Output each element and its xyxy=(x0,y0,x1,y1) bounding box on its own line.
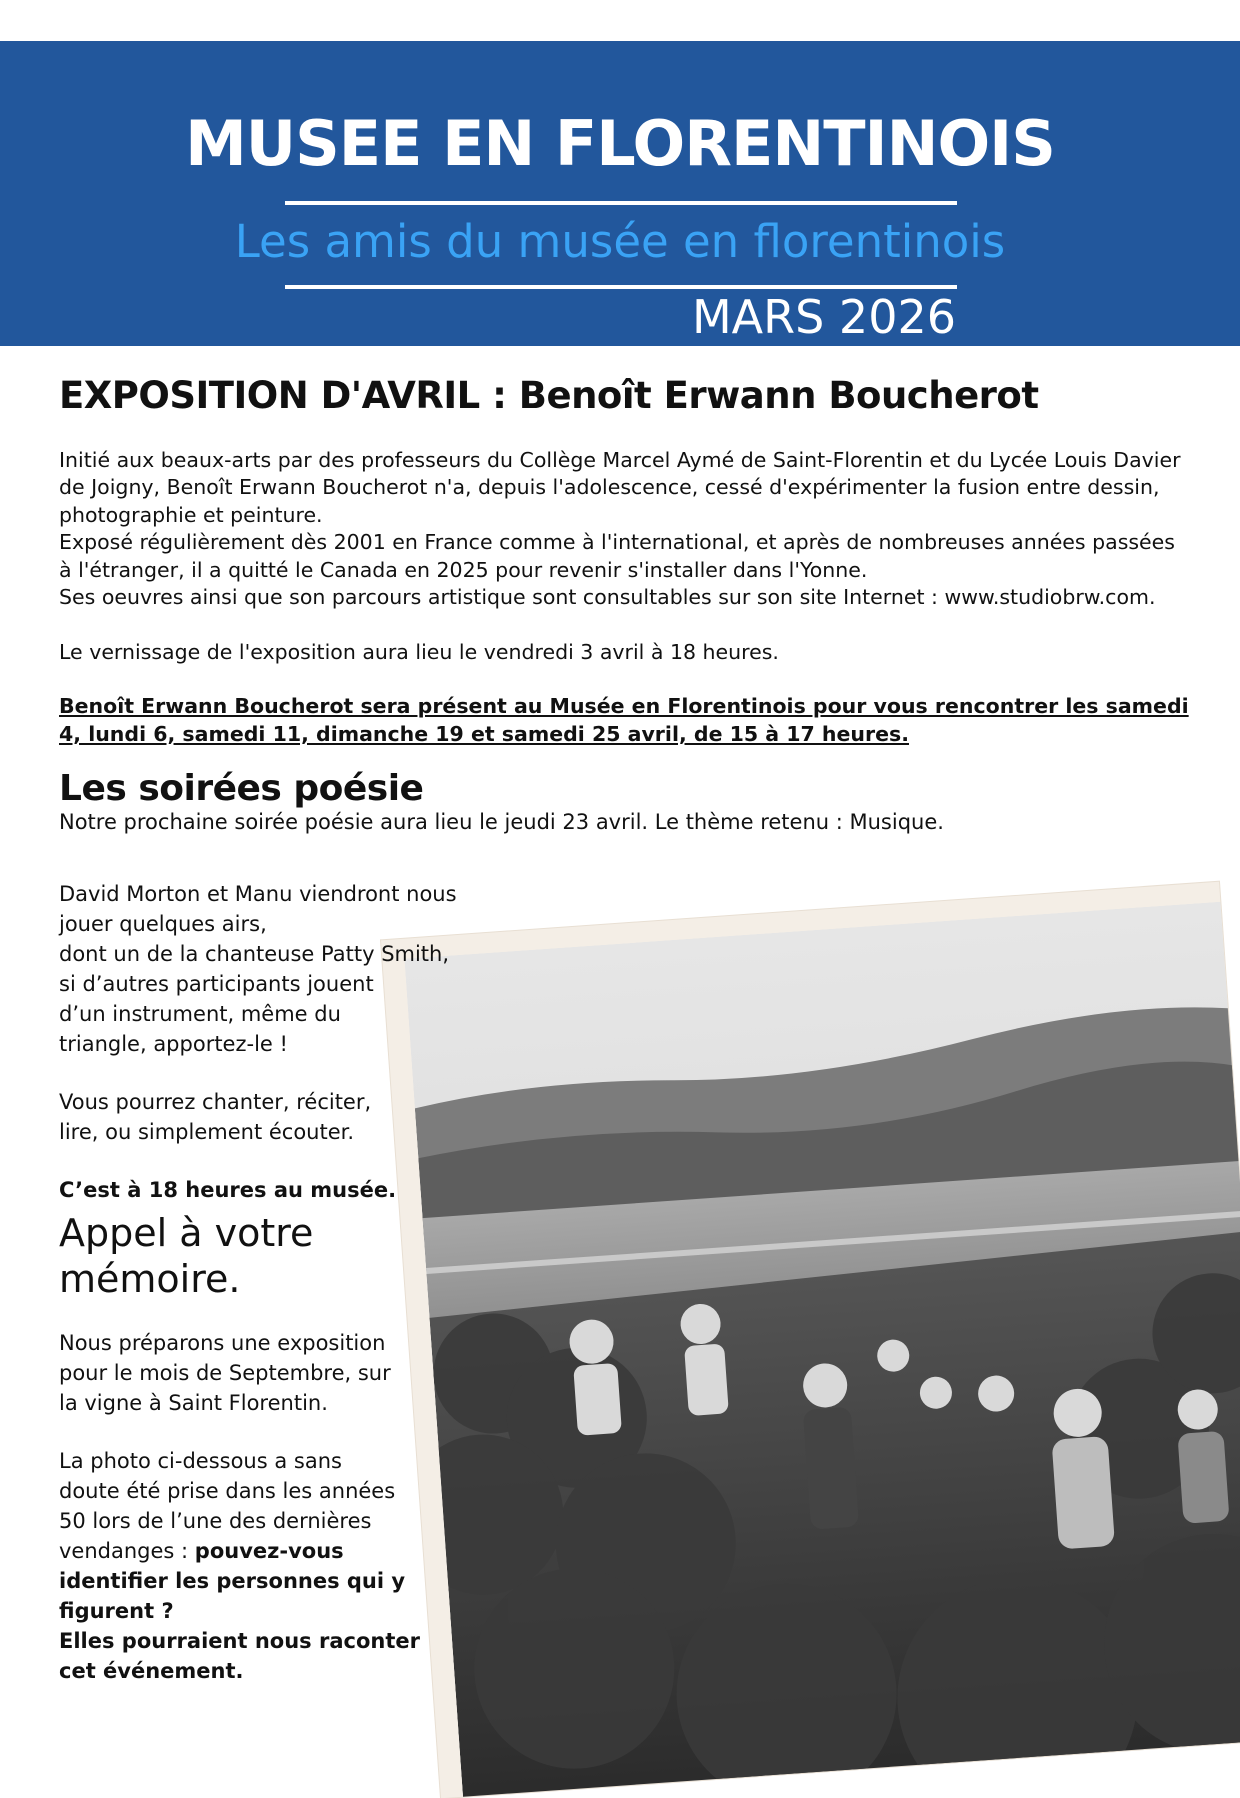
expo-heading: EXPOSITION D'AVRIL : Benoît Erwann Boucherot xyxy=(59,374,1039,417)
memory-heading-line-1: Appel à votre xyxy=(59,1211,314,1255)
memory-line xyxy=(59,1536,479,1566)
memory-line: doute été prise dans les années xyxy=(59,1479,396,1503)
poetry-line: David Morton et Manu viendront nous jouer quelques airs, xyxy=(59,882,457,936)
poetry-line: lire, ou simplement écouter. xyxy=(59,1120,355,1144)
memory-line: pour le mois de Septembre, sur xyxy=(59,1361,391,1385)
memory-appeal xyxy=(59,1210,479,1686)
artist-presence-text: Benoît Erwann Boucherot sera présent au Musée en Florentinois pour vous rencontrer les samedi 4, lundi 6, samedi 11, dimanche 19 et samedi 25 avril, de 15 à 17 heures. xyxy=(59,694,1189,746)
memory-heading-line-2: mémoire. xyxy=(59,1257,241,1301)
museum-title: MUSEE EN FLORENTINOIS xyxy=(185,107,1055,180)
poetry-line: dont un de la chanteuse Patty Smith, xyxy=(59,942,450,966)
poetry-line: d’un instrument, même du xyxy=(59,1002,341,1026)
memory-line: 50 lors de l’une des dernières xyxy=(59,1509,372,1533)
memory-line: Nous préparons une exposition xyxy=(59,1331,386,1355)
poetry-line: Vous pourrez chanter, réciter, xyxy=(59,1090,372,1114)
memory-line: La photo ci-dessous a sans xyxy=(59,1449,342,1473)
issue-date: MARS 2026 xyxy=(691,290,956,344)
poetry-line: triangle, apportez-le ! xyxy=(59,1032,288,1056)
vintage-harvest-photo xyxy=(381,882,1240,1798)
poetry-time: C’est à 18 heures au musée. xyxy=(59,1178,397,1202)
poetry-details xyxy=(59,879,479,1205)
poetry-heading: Les soirées poésie xyxy=(59,768,424,810)
expo-paragraph-3: Ses oeuvres ainsi que son parcours artistique sont consultables sur son site Internet : www.studiobrw.com. xyxy=(59,585,1156,610)
header-divider-bottom xyxy=(285,285,957,289)
poetry-line: si d’autres participants jouent xyxy=(59,972,374,996)
photo-image xyxy=(404,902,1240,1797)
expo-paragraph-1: Initié aux beaux-arts par des professeurs du Collège Marcel Aymé de Saint-Florentin et du Lycée Louis Davier de Joigny, Benoît Erwann Boucherot n'a, depuis l'adolescence, cessé d'expérimenter la fusion entre dessin, photographie et peinture. xyxy=(59,447,1181,527)
expo-paragraph-2: Exposé régulièrement dès 2001 en France comme à l'international, et après de nombreuses années passées à l'étranger, il a quitté le Canada en 2025 pour revenir s'installer dans l'Yonne. xyxy=(59,530,1175,582)
memory-question-line: figurent ? xyxy=(59,1599,174,1623)
poetry-intro: Notre prochaine soirée poésie aura lieu le jeudi 23 avril. Le thème retenu : Musique. xyxy=(59,809,944,834)
vernissage-text: Le vernissage de l'exposition aura lieu le vendredi 3 avril à 18 heures. xyxy=(59,639,779,664)
header-divider-top xyxy=(285,201,957,205)
memory-question-line: Elles pourraient nous raconter xyxy=(59,1629,420,1653)
memory-lead: vendanges : xyxy=(59,1539,195,1563)
header-banner xyxy=(0,41,1240,346)
museum-subtitle: Les amis du musée en florentinois xyxy=(234,215,1006,268)
main-content xyxy=(59,376,1194,836)
memory-question-line: identifier les personnes qui y xyxy=(59,1569,406,1593)
memory-question-start: pouvez-vous xyxy=(194,1539,344,1563)
memory-question-line: cet événement. xyxy=(59,1659,244,1683)
memory-line: la vigne à Saint Florentin. xyxy=(59,1391,328,1415)
